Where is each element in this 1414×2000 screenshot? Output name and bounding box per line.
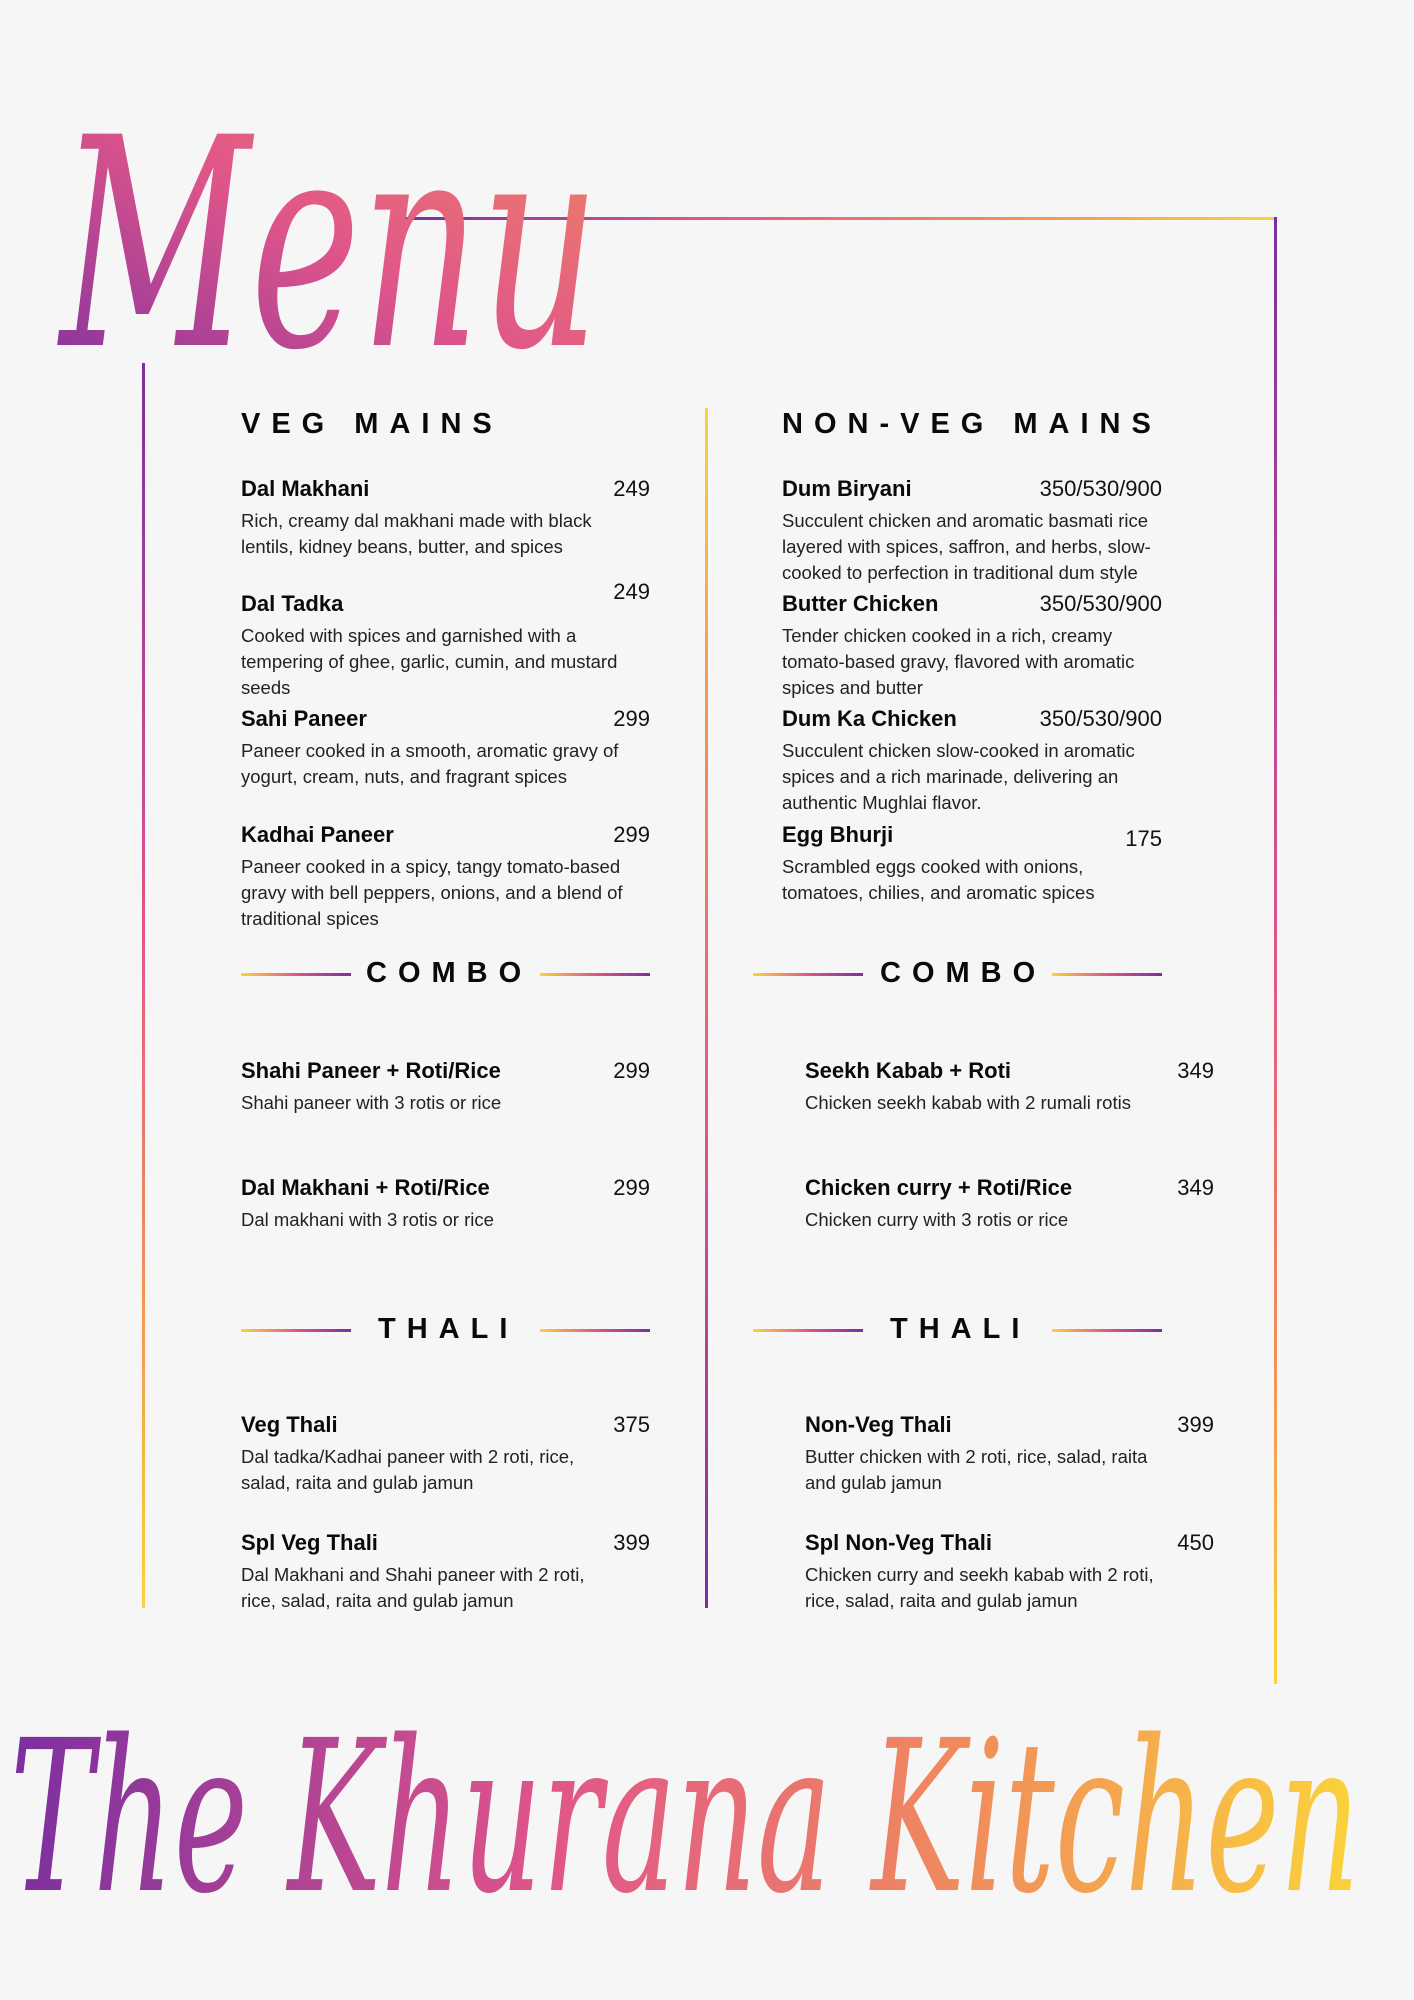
menu-item: [241, 1175, 650, 1233]
item-name: Chicken curry + Roti/Rice: [805, 1175, 1073, 1200]
item-description: Succulent chicken slow-cooked in aromatic spices and a rich marinade, delivering an authentic Mughlai flavor.: [782, 740, 1135, 813]
item-description: Succulent chicken and aromatic basmati rice layered with spices, saffron, and herbs, slow-cooked to perfection in traditional dum style: [782, 510, 1151, 583]
menu-item: [241, 1058, 650, 1116]
menu-item: [805, 1412, 1214, 1496]
thali-left-decor-line: [753, 1329, 863, 1332]
menu-item: [805, 1058, 1214, 1116]
combo-left-decor-line: [241, 973, 351, 976]
item-name: Spl Non-Veg Thali: [805, 1530, 993, 1555]
item-name: Dal Makhani + Roti/Rice: [241, 1175, 490, 1200]
item-price: 375: [613, 1412, 650, 1437]
item-price: 399: [1177, 1412, 1214, 1437]
item-price: 350/530/900: [1039, 591, 1162, 616]
menu-title: Menu: [57, 77, 600, 414]
item-name: Seekh Kabab + Roti: [805, 1058, 1012, 1083]
item-name: Non-Veg Thali: [805, 1412, 952, 1437]
item-name: Veg Thali: [241, 1412, 338, 1437]
thali-left-decor-line: [241, 1329, 351, 1332]
item-description: Cooked with spices and garnished with a tempering of ghee, garlic, cumin, and mustard seeds: [241, 625, 618, 698]
combo-left-decor-line: [753, 973, 863, 976]
item-price: 249: [613, 476, 650, 501]
nonveg-thali-heading: THALI: [890, 1313, 1031, 1345]
menu-item: [241, 579, 650, 701]
menu-item: [241, 706, 650, 790]
item-description: Shahi paneer with 3 rotis or rice: [241, 1092, 502, 1113]
item-description: Dal tadka/Kadhai paneer with 2 roti, rice, salad, raita and gulab jamun: [241, 1446, 575, 1493]
menu-item: [241, 1530, 650, 1614]
item-name: Dal Tadka: [241, 591, 344, 616]
veg-combo-heading: COMBO: [366, 957, 533, 989]
item-description: Chicken curry and seekh kabab with 2 roti, rice, salad, raita and gulab jamun: [805, 1564, 1154, 1611]
item-price: 299: [613, 1058, 650, 1083]
item-name: Dum Ka Chicken: [782, 706, 957, 731]
veg-thali-heading: THALI: [378, 1313, 519, 1345]
item-name: Egg Bhurji: [782, 822, 894, 847]
item-name: Dal Makhani: [241, 476, 370, 501]
item-description: Paneer cooked in a smooth, aromatic gravy of yogurt, cream, nuts, and fragrant spices: [241, 740, 619, 787]
item-price: 450: [1177, 1530, 1214, 1555]
item-name: Butter Chicken: [782, 591, 939, 616]
item-price: 249: [613, 579, 650, 604]
menu-item: [241, 822, 650, 932]
menu-item: [782, 706, 1162, 816]
item-name: Sahi Paneer: [241, 706, 367, 731]
menu-item: [782, 822, 1162, 906]
menu-item: [782, 476, 1162, 586]
item-description: Butter chicken with 2 roti, rice, salad, raita and gulab jamun: [805, 1446, 1148, 1493]
combo-right-decor-line: [540, 973, 650, 976]
menu-item: [241, 1412, 650, 1496]
item-description: Paneer cooked in a spicy, tangy tomato-based gravy with bell peppers, onions, and a blend of traditional spices: [241, 856, 623, 929]
item-description: Dal Makhani and Shahi paneer with 2 roti, rice, salad, raita and gulab jamun: [241, 1564, 585, 1611]
menu-item: [805, 1175, 1214, 1233]
item-description: Tender chicken cooked in a rich, creamy tomato-based gravy, flavored with aromatic spices and butter: [782, 625, 1135, 698]
item-price: 299: [613, 706, 650, 731]
menu-item: [241, 476, 650, 560]
item-price: 349: [1177, 1058, 1214, 1083]
menu-item: [782, 591, 1162, 701]
thali-right-decor-line: [540, 1329, 650, 1332]
item-price: 175: [1125, 826, 1162, 851]
item-name: Shahi Paneer + Roti/Rice: [241, 1058, 501, 1083]
item-name: Spl Veg Thali: [241, 1530, 378, 1555]
nonveg-combo-heading: COMBO: [880, 957, 1047, 989]
item-price: 349: [1177, 1175, 1214, 1200]
veg-mains-heading: VEG MAINS: [241, 408, 503, 440]
menu-item: [805, 1530, 1214, 1614]
item-price: 399: [613, 1530, 650, 1555]
item-price: 350/530/900: [1039, 476, 1162, 501]
item-description: Chicken seekh kabab with 2 rumali rotis: [805, 1092, 1131, 1113]
item-price: 299: [613, 1175, 650, 1200]
restaurant-name: The Khurana Kitchen: [10, 1695, 1361, 1940]
item-name: Kadhai Paneer: [241, 822, 394, 847]
item-price: 350/530/900: [1039, 706, 1162, 731]
item-name: Dum Biryani: [782, 476, 912, 501]
item-price: 299: [613, 822, 650, 847]
item-description: Chicken curry with 3 rotis or rice: [805, 1209, 1069, 1230]
item-description: Rich, creamy dal makhani made with black lentils, kidney beans, butter, and spices: [241, 510, 592, 557]
nonveg-mains-heading: NON-VEG MAINS: [782, 408, 1162, 440]
combo-right-decor-line: [1052, 973, 1162, 976]
item-description: Dal makhani with 3 rotis or rice: [241, 1209, 494, 1230]
item-description: Scrambled eggs cooked with onions, tomatoes, chilies, and aromatic spices: [782, 856, 1095, 903]
thali-right-decor-line: [1052, 1329, 1162, 1332]
